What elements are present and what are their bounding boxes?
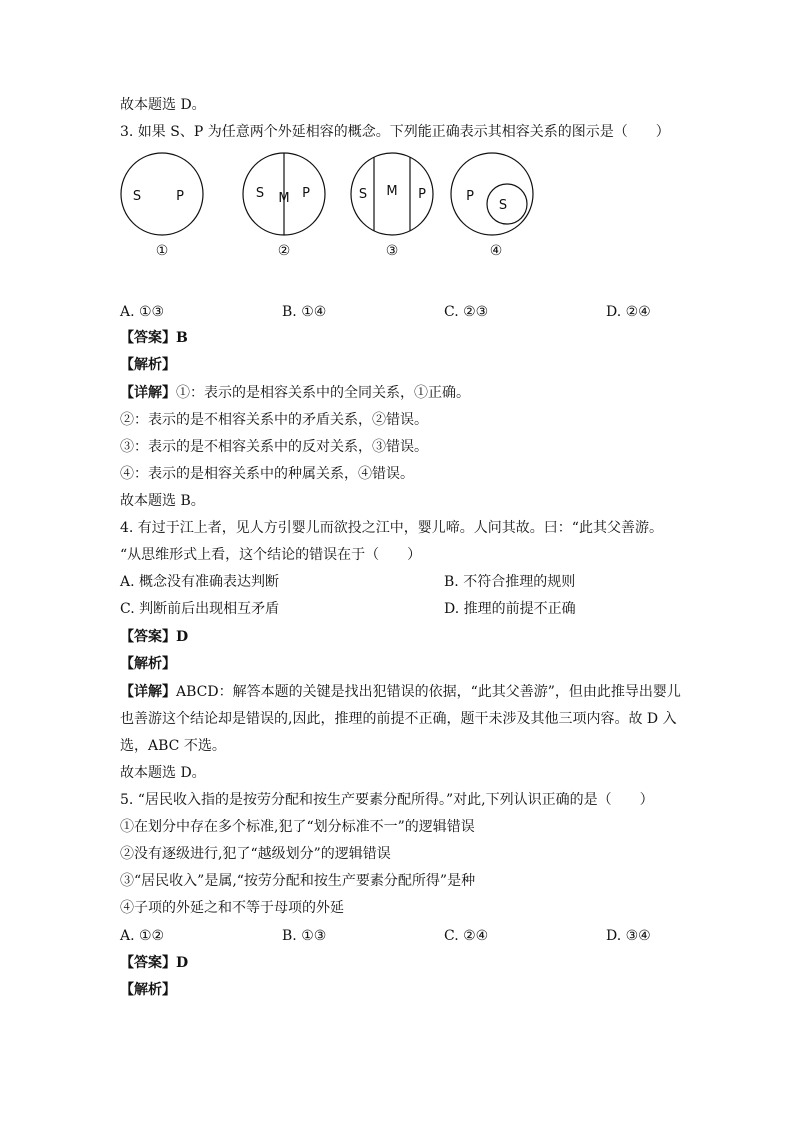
q3-detail-1-text: ①：表示的是相容关系中的全同关系，①正确。 — [176, 385, 470, 401]
q5-item-1: ①在划分中存在多个标准,犯了“划分标准不一”的逻辑错误 — [120, 819, 475, 835]
venn3-s-label: S — [358, 187, 368, 202]
q5-item-4: ④子项的外延之和不等于母项的外延 — [120, 900, 344, 916]
venn3-p-label: P — [418, 187, 426, 202]
venn4-caption: ④ — [489, 243, 503, 259]
q5-option-d: D. ③④ — [606, 928, 651, 944]
venn-diagram-4 — [451, 153, 533, 259]
q3-option-c: C. ②③ — [444, 304, 489, 320]
venn3-caption: ③ — [385, 243, 399, 259]
q3-conclusion: 故本题选 B。 — [120, 493, 205, 509]
venn-diagram-1 — [121, 153, 203, 259]
q4-conclusion: 故本题选 D。 — [120, 765, 206, 781]
venn-diagram-3 — [351, 153, 433, 259]
q3-detail-3: ③：表示的是不相容关系中的反对关系，③错误。 — [120, 439, 428, 455]
q5-item-2: ②没有逐级进行,犯了“越级划分”的逻辑错误 — [120, 846, 391, 862]
q5-answer: 【答案】D — [120, 955, 189, 971]
q4-option-b: B. 不符合推理的规则 — [444, 574, 576, 590]
q4-analysis-label: 【解析】 — [120, 656, 176, 672]
venn1-p-label: P — [176, 189, 184, 204]
q4-detail-label: 【详解】 — [120, 684, 176, 700]
venn2-m-label: M — [278, 191, 290, 206]
venn1-caption: ① — [155, 243, 169, 259]
q4-option-c: C. 判断前后出现相互矛盾 — [120, 601, 280, 617]
venn-diagram-2 — [243, 153, 325, 259]
q3-detail-label: 【详解】 — [120, 385, 176, 401]
venn2-s-label: S — [255, 186, 265, 201]
q4-option-d: D. 推理的前提不正确 — [444, 601, 576, 617]
q5-option-b: B. ①③ — [282, 928, 327, 944]
q3-detail-2: ②：表示的是不相容关系中的矛盾关系，②错误。 — [120, 412, 428, 428]
q4-detail-line1-text: ABCD：解答本题的关键是找出犯错误的依据，“此其父善游”，但由此推导出婴儿 — [176, 684, 681, 700]
q3-stem: 3. 如果 S、P 为任意两个外延相容的概念。下列能正确表示其相容关系的图示是（ ） — [120, 124, 670, 140]
q3-detail-4: ④：表示的是相容关系中的种属关系，④错误。 — [120, 466, 414, 482]
q3-option-d: D. ②④ — [606, 304, 651, 320]
q3-option-b: B. ①④ — [282, 304, 327, 320]
q5-item-3: ③“居民收入”是属,“按劳分配和按生产要素分配所得”是种 — [120, 873, 476, 889]
venn1-s-label: S — [132, 189, 142, 204]
venn2-p-label: P — [302, 186, 310, 201]
previous-conclusion: 故本题选 D。 — [120, 97, 206, 113]
q4-stem-line2: “从思维形式上看，这个结论的错误在于（ ） — [120, 547, 422, 563]
q4-answer: 【答案】D — [120, 629, 189, 645]
q3-answer: 【答案】B — [120, 330, 188, 346]
q5-stem: 5. “居民收入指的是按劳分配和按生产要素分配所得。”对此,下列认识正确的是（ ） — [120, 792, 654, 808]
q3-analysis-label: 【解析】 — [120, 357, 176, 373]
venn4-p-label: P — [466, 189, 474, 204]
venn4-s-label: S — [498, 198, 508, 213]
q4-detail-line1 — [120, 682, 681, 702]
q5-option-c: C. ②④ — [444, 928, 489, 944]
q4-option-a: A. 概念没有准确表达判断 — [120, 574, 280, 590]
q3-venn-diagrams — [112, 148, 552, 266]
q5-analysis-label: 【解析】 — [120, 982, 176, 998]
q4-detail-line2: 也善游这个结论却是错误的,因此，推理的前提不正确，题干未涉及其他三项内容。故 D 入 — [120, 711, 677, 727]
q5-option-a: A. ①② — [120, 928, 165, 944]
q3-option-a: A. ①③ — [120, 304, 165, 320]
q3-detail-1 — [120, 383, 470, 403]
q4-stem-line1: 4. 有过于江上者，见人方引婴儿而欲投之江中，婴儿啼。人问其故。曰：“此其父善游。 — [120, 520, 663, 536]
venn2-caption: ② — [277, 243, 291, 259]
q4-detail-line3: 选，ABC 不选。 — [120, 738, 226, 754]
venn3-m-label: M — [386, 184, 398, 199]
